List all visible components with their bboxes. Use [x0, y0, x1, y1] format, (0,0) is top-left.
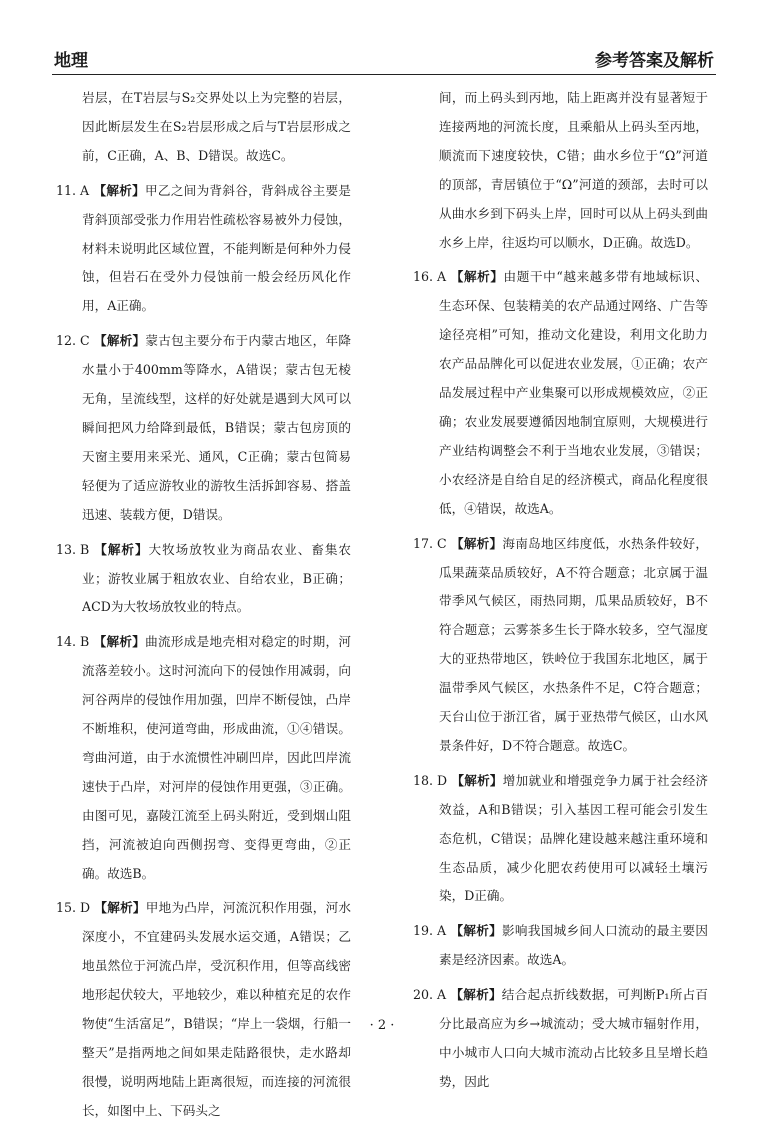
answer-paragraph	[56, 84, 351, 171]
answer-paragraph	[56, 177, 351, 322]
answer-text: 增加就业和增强竞争力属于社会经济效益，A和B错误；引入基因工程可能会引发生态危机，C错误；品牌化建设越来越注重环境和生态品质，减少化肥农药使用可以减轻土壤污染，D正确。	[439, 772, 709, 904]
analysis-tag: 【解析】	[450, 923, 503, 939]
answer-text: 甲地为凸岸，河流沉积作用强，河水深度小，不宜建码头发展水运交通，A错误；乙地虽然位于河流凸岸，受沉积作用，但等高线密地形起伏较大，平地较少，难以种植充足的农作物使“生活富足”，B错误；“岸上一袋烟，行船一整天”是指两地之间如果走陆路很快，走水路却很慢，说明两地陆上距离很短，而连接的河流很长，如图中上、下码头之	[82, 900, 352, 1118]
analysis-tag: 【解析】	[93, 333, 146, 349]
question-number: 12. C	[56, 333, 90, 349]
question-number: 17. C	[413, 535, 447, 551]
analysis-tag: 【解析】	[451, 772, 503, 788]
question-number: 16. A	[413, 269, 447, 285]
analysis-tag: 【解析】	[450, 535, 503, 551]
question-number: 19. A	[413, 923, 447, 939]
answer-paragraph	[413, 84, 708, 257]
question-number: 13. B	[56, 541, 90, 557]
page-header	[52, 46, 716, 75]
analysis-tag: 【解析】	[450, 987, 502, 1003]
answer-text: 影响我国城乡间人口流动的最主要因素是经济因素。故选A。	[439, 923, 709, 968]
header-title: 参考答案及解析	[595, 51, 714, 71]
analysis-tag: 【解析】	[94, 541, 149, 557]
answer-text: 结合起点折线数据，可判断P₁所占百分比最高应为乡→城流动；受大城市辐射作用，中小城市人口向大城市流动占比较多且呈增长趋势，因此	[439, 987, 708, 1089]
answer-paragraph	[56, 894, 351, 1125]
answer-paragraph	[413, 917, 708, 975]
left-column	[56, 84, 351, 1132]
answer-paragraph	[56, 327, 351, 529]
answer-paragraph	[413, 981, 708, 1097]
question-number: 18. D	[413, 772, 448, 788]
right-column	[413, 84, 708, 1103]
answer-paragraph	[56, 536, 351, 623]
question-number: 14. B	[56, 634, 90, 650]
answer-text: 岩层，在T岩层与S₂交界处以上为完整的岩层，因此断层发生在S₂岩层形成之后与T岩层形成之前，C正确，A、B、D错误。故选C。	[82, 90, 351, 163]
answer-paragraph	[413, 767, 708, 912]
answer-paragraph	[413, 263, 708, 523]
analysis-tag: 【解析】	[93, 182, 146, 198]
analysis-tag: 【解析】	[450, 269, 504, 285]
question-number: 20. A	[413, 987, 447, 1003]
subject-label: 地理	[54, 51, 88, 71]
answer-text: 海南岛地区纬度低，水热条件较好，瓜果蔬菜品质较好，A不符合题意；北京属于温带季风气候区，雨热同期，瓜果品质较好，B不符合题意；云雾茶多生长于降水较多，空气湿度大的亚热带地区，铁岭位于我国东北地区，属于温带季风气候区，水热条件不足，C符合题意；天台山位于浙江省，属于亚热带气候区，山水风景条件好，D不符合题意。故选C。	[439, 535, 709, 753]
answer-text: 大牧场放牧业为商品农业、畜集农业；游牧业属于粗放农业、自给农业，B正确；ACD为大牧场放牧业的特点。	[82, 541, 351, 615]
answer-text: 间，而上码头到丙地，陆上距离并没有显著短于连接两地的河流长度，且乘船从上码头至丙地，顺流而下速度较快，C错；曲水乡位于“Ω”河道的顶部，青居镇位于“Ω”河道的颈部，去时可以从曲水乡到下码头上岸，回时可以从上码头到曲水乡上岸，往返均可以顺水，D正确。故选D。	[439, 90, 708, 250]
answer-text: 甲乙之间为背斜谷，背斜成谷主要是背斜顶部受张力作用岩性疏松容易被外力侵蚀，材料未说明此区域位置，不能判断是何种外力侵蚀，但岩石在受外力侵蚀前一般会经历风化作用，A正确。	[82, 182, 352, 314]
page-number: · 2 ·	[369, 1018, 395, 1033]
answer-text: 由题干中“越来越多带有地域标识、生态环保、包装精美的农产品通过网络、广告等途径亮相”可知，推动文化建设，利用文化助力农产品品牌化可以促进农业发展，①正确；农产品发展过程中产业集聚可以形成规模效应，②正确；农业发展要遵循因地制宜原则，大规模进行产业结构调整会不利于当地农业发展，③错误；小农经济是自给自足的经济模式，商品化程度很低，④错误，故选A。	[439, 269, 708, 516]
question-number: 11. A	[56, 182, 90, 198]
answer-text: 蒙古包主要分布于内蒙古地区，年降水量小于400mm等降水，A错误；蒙古包无棱无角，呈流线型，这样的好处就是遇到大风可以瞬间把风力给降到最低，B错误；蒙古包房顶的天窗主要用来采光、通风，C正确；蒙古包简易轻便为了适应游牧业的游牧生活拆卸容易、搭盖迅速、装载方便，D错误。	[82, 333, 352, 522]
answer-text: 曲流形成是地壳相对稳定的时期，河流落差较小。这时河流向下的侵蚀作用减弱，向河谷两岸的侵蚀作用加强，凹岸不断侵蚀，凸岸不断堆积，使河道弯曲，形成曲流，①④错误。弯曲河道，由于水流惯性冲刷凹岸，因此凹岸流速快于凸岸，对河岸的侵蚀作用更强，③正确。由图可见，嘉陵江流至上码头附近，受到烟山阻挡，河流被迫向西侧拐弯、变得更弯曲，②正确。故选B。	[82, 634, 352, 881]
question-number: 15. D	[56, 900, 91, 916]
answer-paragraph	[56, 628, 351, 888]
analysis-tag: 【解析】	[94, 900, 146, 916]
answer-paragraph	[413, 530, 708, 761]
analysis-tag: 【解析】	[93, 634, 146, 650]
